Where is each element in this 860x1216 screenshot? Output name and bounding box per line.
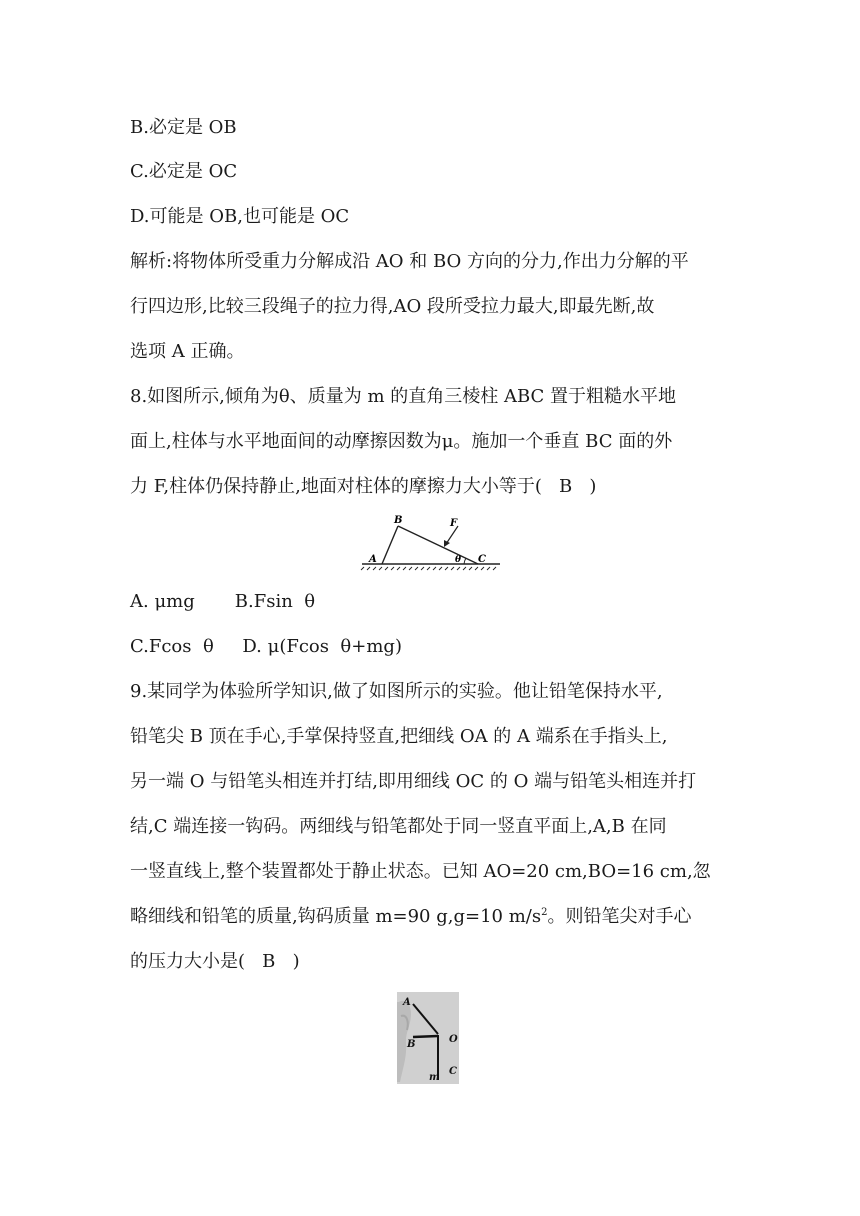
label-a: A bbox=[403, 997, 411, 1008]
question-9-line-6 bbox=[130, 905, 691, 929]
prism-figure bbox=[360, 512, 505, 574]
option-d-prev: D.可能是 OB,也可能是 OC bbox=[130, 206, 350, 227]
question-9-line-6-tail: 。则铅笔尖对手心 bbox=[547, 906, 692, 927]
label-f: F bbox=[450, 518, 458, 529]
label-c: C bbox=[449, 1066, 457, 1077]
superscript-2: 2 bbox=[541, 907, 548, 918]
label-b: B bbox=[394, 515, 403, 526]
question-9-line-4: 结,C 端连接一钩码。两细线与铅笔都处于同一竖直平面上,A,B 在同 bbox=[130, 816, 667, 837]
option-b-prev: B.必定是 OB bbox=[130, 117, 237, 138]
question-9-line-2: 铅笔尖 B 顶在手心,手掌保持竖直,把细线 OA 的 A 端系在手指头上, bbox=[130, 726, 668, 747]
question-9-line-6-text: 略细线和铅笔的质量,钩码质量 m=90 g,g=10 m/s bbox=[130, 906, 542, 927]
question-9-line-5: 一竖直线上,整个装置都处于静止状态。已知 AO=20 cm,BO=16 cm,忽 bbox=[130, 861, 711, 882]
hand-pencil-figure bbox=[397, 992, 459, 1084]
question-9-line-3: 另一端 O 与铅笔头相连并打结,即用细线 OC 的 O 端与铅笔头相连并打 bbox=[130, 771, 697, 792]
question-9-line-1: 9.某同学为体验所学知识,做了如图所示的实验。他让铅笔保持水平, bbox=[130, 681, 663, 702]
option-c-prev: C.必定是 OC bbox=[130, 161, 238, 182]
label-theta: θ bbox=[455, 555, 462, 565]
analysis-line-2: 行四边形,比较三段绳子的拉力得,AO 段所受拉力最大,即最先断,故 bbox=[130, 296, 655, 317]
question-8-line-3: 力 F,柱体仍保持静止,地面对柱体的摩擦力大小等于( B ) bbox=[130, 476, 597, 497]
label-m: m bbox=[429, 1072, 440, 1083]
label-a: A bbox=[369, 554, 377, 565]
question-8-options-ab: A. μmg B.Fsin θ bbox=[130, 591, 316, 612]
analysis-line-1: 解析:将物体所受重力分解成沿 AO 和 BO 方向的分力,作出力分解的平 bbox=[130, 251, 689, 272]
label-b: B bbox=[407, 1039, 416, 1050]
question-8-line-1: 8.如图所示,倾角为θ、质量为 m 的直角三棱柱 ABC 置于粗糙水平地 bbox=[130, 386, 677, 407]
question-9-line-7: 的压力大小是( B ) bbox=[130, 951, 300, 972]
label-o: O bbox=[449, 1034, 458, 1045]
question-8-options-cd: C.Fcos θ D. μ(Fcos θ+mg) bbox=[130, 636, 402, 657]
question-8-line-2: 面上,柱体与水平地面间的动摩擦因数为μ。施加一个垂直 BC 面的外 bbox=[130, 431, 673, 452]
label-c: C bbox=[478, 554, 486, 565]
analysis-line-3: 选项 A 正确。 bbox=[130, 341, 245, 362]
